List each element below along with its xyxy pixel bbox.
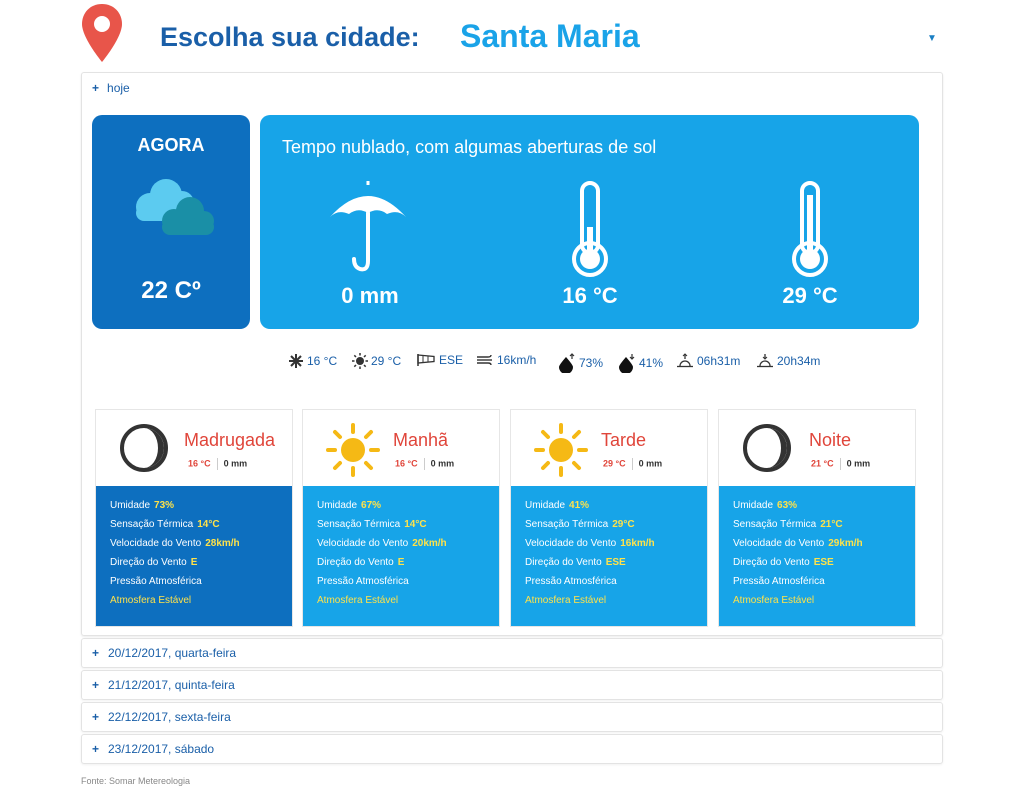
- sunset-icon: [756, 353, 774, 369]
- humidity-value: 41%: [569, 500, 590, 511]
- humidity-value: 67%: [361, 500, 382, 511]
- pressure-label: Pressão Atmosférica: [317, 576, 409, 587]
- moon-icon: [118, 422, 170, 474]
- chevron-down-icon[interactable]: ▼: [927, 33, 937, 44]
- detail-humidity-min-value: 41%: [639, 356, 664, 370]
- day-label: 23/12/2017, sábado: [108, 742, 215, 756]
- city-select-label: Escolha sua cidade:: [160, 22, 420, 52]
- pressure-label: Pressão Atmosférica: [525, 576, 617, 587]
- plus-icon: +: [92, 646, 100, 660]
- period-temp: 16 °C: [188, 458, 211, 469]
- plus-icon: +: [92, 81, 100, 95]
- wind-speed-value: 16km/h: [620, 538, 655, 549]
- wind-direction-label: Direção do Vento: [110, 557, 187, 568]
- wind-direction-label: Direção do Vento: [317, 557, 394, 568]
- period-name: Madrugada: [184, 430, 276, 450]
- day-label: 21/12/2017, quinta-feira: [108, 678, 235, 692]
- detail-max-value: 29 °C: [371, 354, 402, 368]
- pressure-status: Atmosfera Estável: [525, 595, 607, 606]
- day-label: 22/12/2017, sexta-feira: [108, 710, 231, 724]
- max-temperature: 29 °C: [782, 283, 838, 308]
- feels-like-label: Sensação Térmica: [317, 519, 401, 530]
- period-temp: 21 °C: [811, 458, 834, 469]
- sun-small-icon: [352, 353, 368, 369]
- wind-speed-value: 28km/h: [205, 538, 240, 549]
- min-temperature: 16 °C: [562, 283, 618, 308]
- period-card-madrugada: [95, 409, 293, 627]
- feels-like-label: Sensação Térmica: [110, 519, 194, 530]
- day-toggle-23-12[interactable]: [81, 734, 943, 764]
- humidity-down-icon: [618, 353, 636, 373]
- pressure-label: Pressão Atmosférica: [110, 576, 202, 587]
- day-label: 20/12/2017, quarta-feira: [108, 646, 237, 660]
- humidity-value: 63%: [777, 500, 798, 511]
- pressure-label: Pressão Atmosférica: [733, 576, 825, 587]
- rain-amount: 0 mm: [341, 283, 399, 308]
- plus-icon: +: [92, 678, 100, 692]
- feels-like-value: 14°C: [404, 519, 427, 530]
- wind-direction-value: E: [190, 557, 198, 568]
- detail-humidity-min: [618, 353, 663, 373]
- umbrella-icon: [328, 181, 408, 273]
- sunrise-icon: [676, 353, 694, 369]
- snowflake-icon: [288, 353, 304, 369]
- wind-speed-value: 29km/h: [828, 538, 863, 549]
- day-toggle-21-12[interactable]: [81, 670, 943, 700]
- windsock-icon: [416, 353, 436, 367]
- detail-min-value: 16 °C: [307, 354, 338, 368]
- wind-speed-label: Velocidade do Vento: [525, 538, 617, 549]
- period-rain: 0 mm: [223, 458, 248, 469]
- plus-icon: +: [92, 710, 100, 724]
- period-rain: 0 mm: [846, 458, 871, 469]
- day-toggle-22-12[interactable]: [81, 702, 943, 732]
- detail-humidity-max: [558, 353, 603, 373]
- humidity-up-icon: [558, 353, 576, 373]
- thermometer-icon: [790, 181, 830, 277]
- detail-sunset-value: 20h34m: [777, 354, 821, 368]
- wind-speed-value: 20km/h: [412, 538, 447, 549]
- current-temperature: 22 Cº: [141, 277, 201, 304]
- humidity-label: Umidade: [733, 500, 774, 511]
- moon-icon: [741, 422, 793, 474]
- current-weather-card: [92, 115, 250, 329]
- source-credit: Fonte: Somar Metereologia: [81, 776, 191, 786]
- wind-direction-label: Direção do Vento: [525, 557, 602, 568]
- period-name: Noite: [809, 430, 852, 450]
- period-name: Manhã: [393, 430, 449, 450]
- sun-icon: [325, 422, 381, 478]
- feels-like-label: Sensação Térmica: [733, 519, 817, 530]
- humidity-label: Umidade: [110, 500, 151, 511]
- detail-min: [288, 353, 337, 369]
- wind-direction-value: E: [397, 557, 405, 568]
- wind-speed-label: Velocidade do Vento: [733, 538, 825, 549]
- day-toggle-20-12[interactable]: [81, 638, 943, 668]
- wind-speed-label: Velocidade do Vento: [110, 538, 202, 549]
- detail-wind-speed: [476, 353, 536, 367]
- today-toggle[interactable]: [92, 81, 130, 95]
- period-card-manha: [302, 409, 500, 627]
- feels-like-value: 21°C: [820, 519, 843, 530]
- period-rain: 0 mm: [430, 458, 455, 469]
- today-toggle-label: hoje: [107, 81, 130, 95]
- humidity-label: Umidade: [317, 500, 358, 511]
- feels-like-value: 29°C: [612, 519, 635, 530]
- humidity-value: 73%: [154, 500, 175, 511]
- period-card-tarde: [510, 409, 708, 627]
- period-card-noite: [718, 409, 916, 627]
- wind-icon: [476, 353, 494, 367]
- weather-description: Tempo nublado, com algumas aberturas de sol: [282, 137, 657, 157]
- period-temp: 16 °C: [395, 458, 418, 469]
- pressure-status: Atmosfera Estável: [317, 595, 399, 606]
- wind-direction-value: ESE: [605, 557, 626, 568]
- pressure-status: Atmosfera Estável: [110, 595, 192, 606]
- plus-icon: +: [92, 742, 100, 756]
- detail-sunset: [756, 353, 820, 369]
- humidity-label: Umidade: [525, 500, 566, 511]
- detail-max: [352, 353, 401, 369]
- sun-icon: [533, 422, 589, 478]
- wind-speed-label: Velocidade do Vento: [317, 538, 409, 549]
- current-title: AGORA: [137, 135, 205, 155]
- detail-sunrise: [676, 353, 740, 369]
- map-pin-icon: [80, 2, 124, 64]
- cloud-icon: [124, 173, 220, 243]
- header: [0, 0, 1024, 72]
- detail-sunrise-value: 06h31m: [697, 354, 741, 368]
- period-rain: 0 mm: [638, 458, 663, 469]
- feels-like-label: Sensação Térmica: [525, 519, 609, 530]
- forecast-summary-card: [260, 115, 919, 329]
- wind-direction-value: ESE: [813, 557, 834, 568]
- thermometer-icon: [570, 181, 610, 277]
- period-temp: 29 °C: [603, 458, 626, 469]
- city-select[interactable]: Santa Maria: [460, 18, 640, 54]
- feels-like-value: 14°C: [197, 519, 220, 530]
- detail-wind-direction: [416, 353, 463, 367]
- pressure-status: Atmosfera Estável: [733, 595, 815, 606]
- detail-humidity-max-value: 73%: [579, 356, 604, 370]
- wind-direction-label: Direção do Vento: [733, 557, 810, 568]
- today-panel: [81, 72, 943, 636]
- detail-wind-direction-value: ESE: [439, 353, 464, 367]
- period-name: Tarde: [601, 430, 647, 450]
- detail-wind-speed-value: 16km/h: [497, 353, 537, 367]
